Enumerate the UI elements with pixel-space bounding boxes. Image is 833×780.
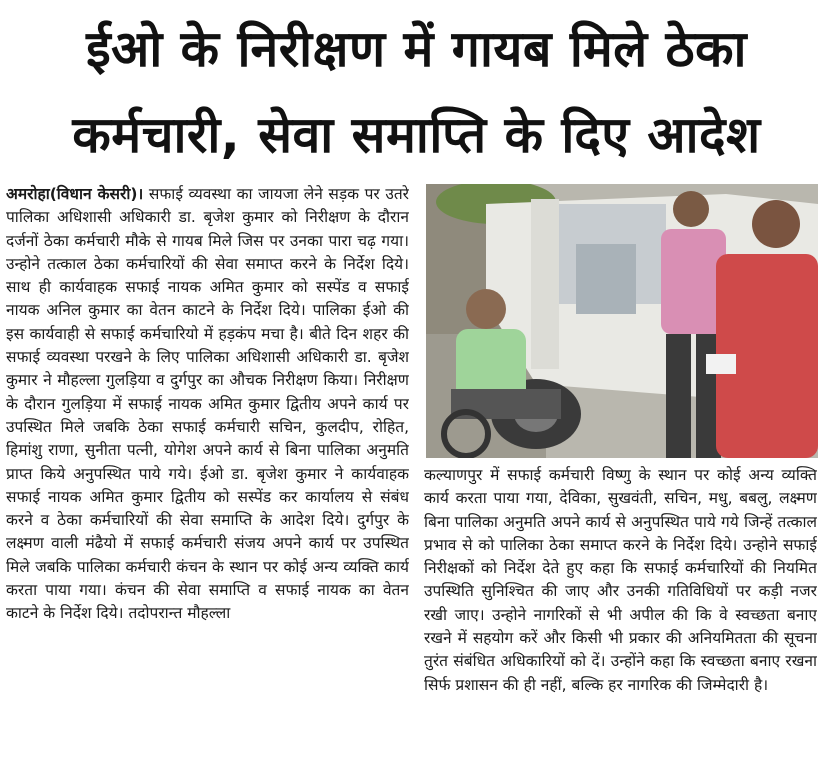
dateline: अमरोहा(विधान केसरी)। (6, 185, 144, 203)
article-right-column (424, 464, 817, 774)
article-left-column (6, 183, 409, 773)
left-column-body: सफाई व्यवस्था का जायजा लेने सड़क पर उतरे पालिका अधिशासी अधिकारी डा. बृजेश कुमार को निरीक्षण के दौरान दर्जनों ठेका कर्मचारी मौके से गायब मिले जिस पर उनका पारा चढ़ गया। उन्होने तत्काल ठेका कर्मचारियों की सेवा समाप्त करने के निर्देश दिये। साथ ही कार्यवाहक सफाई नायक अमित कुमार को सस्पेंड व सफाई नायक अनिल कुमार का वेतन काटने के निर्देश दिये। पालिका ईओ की इस कार्यवाही से सफाई कर्मचारियो में हड़कंप मचा है। बीते दिन शहर की सफाई व्यवस्था परखने के लिए पालिका अधिशासी अधिकारी डा. बृजेश कुमार ने मौहल्ला गुलड़िया व दुर्गपुर का औचक निरीक्षण किया। निरीक्षण के दौरान गुलड़िया में सफाई नायक अमित कुमार द्वितीय अपने कार्य पर उपस्थित मिले जबकि ठेका सफाई कर्मचारी सचिन, कुलदीप, रोहित, हिमांशु राणा, सुनीता पत्नी, योगेश अपने कार्य से बिना पालिका अनुमति प्राप्त किये अनुपस्थित पाये गये। ईओ डा. बृजेश कुमार ने कार्यवाहक सफाई नायक अमित कुमार द्वितीय को सस्पेंड कर कार्यालय से संबंध करने व ठेका कर्मचारियों की सेवा समाप्ति के आदेश दिये। दुर्गपुर के लक्ष्मण वाली मंढैयो में सफाई कर्मचारी संजय अपने कार्य पर उपस्थित मिले जबकि पालिका कर्मचारी कंचन के स्थान पर कोई अन्य व्यक्ति कार्य करता पाया गया। कंचन की सेवा समाप्ति व सफाई नायक का वेतन काटने के निर्देश दिये। तदोपरान्त मौहल्ला (6, 185, 409, 623)
headline-line-2: कर्मचारी, सेवा समाप्ति के दिए आदेश (72, 106, 761, 164)
headline-line-1: ईओ के निरीक्षण में गायब मिले ठेका (86, 20, 747, 78)
photo-illustration (426, 184, 818, 458)
news-photo (426, 184, 818, 458)
right-column-body: कल्याणपुर में सफाई कर्मचारी विष्णु के स्थान पर कोई अन्य व्यक्ति कार्य करता पाया गया, देविका, सुखवंती, सचिन, मधु, बबलु, लक्ष्मण बिना पालिका अनुमति अपने कार्य से अनुपस्थित पाये गये जिन्हें तत्काल प्रभाव से को पालिका ठेका समाप्त करने के निर्देश दिये। उन्होने सफाई निरीक्षकों को निर्देश देते हुए कहा कि सफाई कर्मचारियों की नियमित उपस्थिति सुनिश्चित की जाए और उनकी गतिविधियों पर कड़ी नजर रखी जाए। उन्होने नागरिकों से भी अपील की कि वे स्वच्छता बनाए रखने में सहयोग करें और किसी भी प्रकार की अनियमितता की सूचना तुरंत संबंधित अधिकारियों को दें। उन्होंने कहा कि स्वच्छता बनाए रखना सिर्फ प्रशासन की ही नहीं, बल्कि हर नागरिक की जिम्मेदारी है। (424, 466, 817, 694)
headline (8, 6, 825, 178)
